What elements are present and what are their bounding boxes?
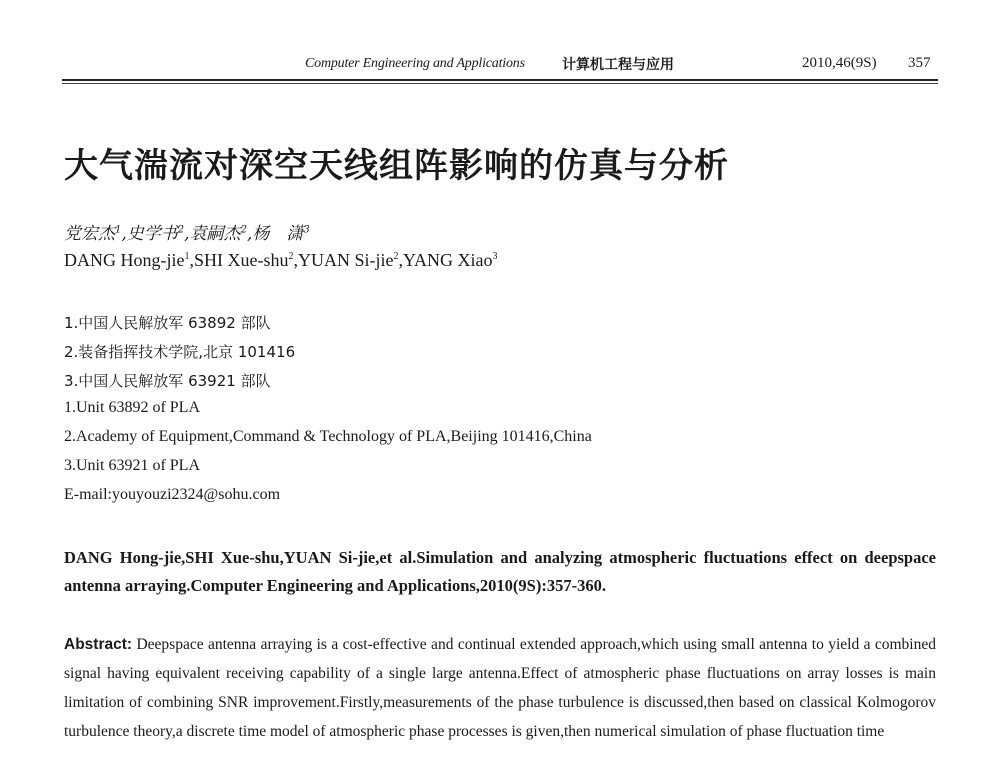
authors-cn: 党宏杰$^1$,史学书$^2$,袁嗣杰$^2$,杨 潇$^3$ xyxy=(64,224,310,244)
header-rule xyxy=(62,79,938,81)
author-affil-mark: 2 xyxy=(240,224,247,236)
journal-name-cn: 计算机工程与应用 xyxy=(562,57,674,73)
author-name: 史学书 xyxy=(126,224,178,244)
author-name: YUAN Si-jie xyxy=(297,250,394,270)
author-affil-mark: 1 xyxy=(115,224,122,236)
journal-name-en: Computer Engineering and Applications xyxy=(305,56,525,71)
author-name: YANG Xiao xyxy=(402,250,493,270)
affiliation-en-2: 2.Academy of Equipment,Command & Technology of PLA,Beijing 101416,China xyxy=(64,428,592,445)
abstract-label: Abstract: xyxy=(64,636,133,653)
email: E-mail:youyouzi2324@sohu.com xyxy=(64,486,281,503)
affiliation-cn-3: 3.中国人民解放军 63921 部队 xyxy=(64,372,271,390)
affiliation-en-1: 1.Unit 63892 of PLA xyxy=(64,399,200,416)
abstract-text: Deepspace antenna arraying is a cost-effective and continual extended approach,which using small antenna to yield a combined signal having equivalent receiving capability of a single large antenna.Effect of atmospheric phase fluctuations on array losses is main limitation of combining SNR improvement.Firstly,measurements of the phase turbulence is discussed,then based on classical Kolmogorov turbulence theory,a discrete time model of atmospheric phase processes is given,then numerical simulation of phase fluctuation time xyxy=(64,636,936,740)
page-number: 357 xyxy=(908,55,931,71)
affiliation-en-3: 3.Unit 63921 of PLA xyxy=(64,457,200,474)
running-header xyxy=(62,52,938,78)
affiliation-cn-2: 2.装备指挥技术学院,北京 101416 xyxy=(64,343,296,361)
author-affil-mark: 3 xyxy=(303,224,310,236)
citation: DANG Hong-jie,SHI Xue-shu,YUAN Si-jie,et al.Simulation and analyzing atmospheric fluctuations effect on deepspace antenna arraying.Computer Engineering and Applications,2010(9S):357-360. xyxy=(64,548,936,595)
issue-info: 2010,46(9S) xyxy=(802,55,877,71)
author-name: 袁嗣杰 xyxy=(189,224,241,244)
header-rule-thin xyxy=(62,83,938,84)
author-affil-mark: 1 xyxy=(184,251,190,262)
authors-en: DANG Hong-jie$^1$,SHI Xue-shu$^2$,YUAN Si-jie$^2$,YANG Xiao$^3$ xyxy=(64,250,498,270)
author-affil-mark: 2 xyxy=(288,251,294,262)
affiliation-cn-1: 1.中国人民解放军 63892 部队 xyxy=(64,314,271,332)
author-affil-mark: 2 xyxy=(177,224,185,236)
author-name: 党宏杰 xyxy=(64,224,115,244)
author-name: DANG Hong-jie xyxy=(64,250,185,270)
author-name: SHI Xue-shu xyxy=(193,250,289,270)
author-affil-mark: 3 xyxy=(492,251,498,262)
author-affil-mark: 2 xyxy=(393,251,399,262)
author-name: 杨 潇 xyxy=(252,224,304,244)
abstract xyxy=(64,630,936,746)
paper-title: 大气湍流对深空天线组阵影响的仿真与分析 xyxy=(64,146,729,186)
